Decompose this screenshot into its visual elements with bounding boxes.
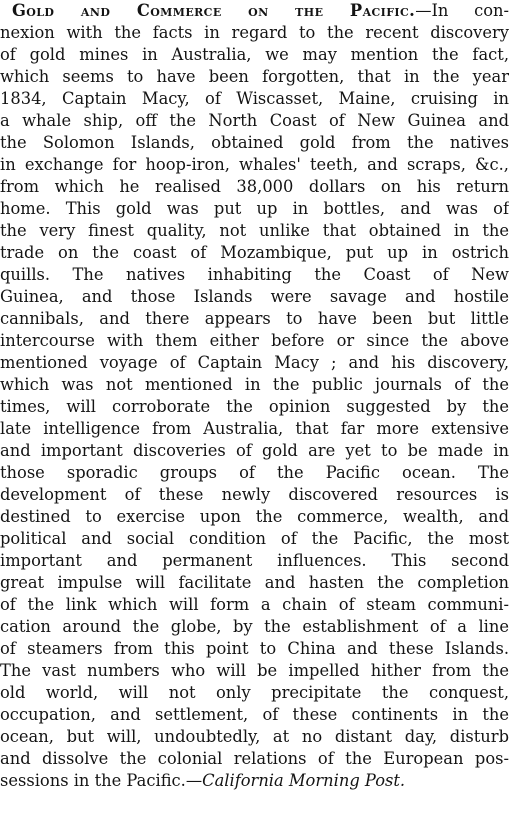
text-line: 1834, Captain Macy, of Wiscasset, Maine, cruising in bbox=[0, 89, 509, 108]
source-attribution: California Morning Post. bbox=[202, 771, 406, 790]
text-line: old world, will not only precipitate the conquest, bbox=[0, 683, 509, 702]
text-line: those sporadic groups of the Pacific ocean. The bbox=[0, 463, 509, 482]
text-line: which seems to have been forgotten, that in the year bbox=[0, 67, 509, 86]
text-line: the Solomon Islands, obtained gold from the natives bbox=[0, 133, 509, 152]
text-line: development of these newly discovered resources is bbox=[0, 485, 509, 504]
article-final-line bbox=[0, 770, 509, 792]
text-line: destined to exercise upon the commerce, wealth, and bbox=[0, 507, 509, 526]
text-line: ocean, but will, undoubtedly, at no distant day, disturb bbox=[0, 727, 509, 746]
text-line: and dissolve the colonial relations of the European pos- bbox=[0, 749, 509, 768]
final-line-text: sessions in the Pacific.— bbox=[0, 771, 203, 790]
text-line: mentioned voyage of Captain Macy ; and his discovery, bbox=[0, 353, 509, 372]
text-line: late intelligence from Australia, that far more extensive bbox=[0, 419, 509, 438]
text-line: quills. The natives inhabiting the Coast of New bbox=[0, 265, 509, 284]
article-heading: Gold and Commerce on the Pacific. bbox=[12, 1, 416, 20]
text-line: home. This gold was put up in bottles, and was of bbox=[0, 199, 509, 218]
text-line: Guinea, and those Islands were savage and hostile bbox=[0, 287, 509, 306]
text-line: which was not mentioned in the public journals of the bbox=[0, 375, 509, 394]
text-line: times, will corroborate the opinion suggested by the bbox=[0, 397, 509, 416]
text-line: cation around the globe, by the establishment of a line bbox=[0, 617, 509, 636]
text-line: political and social condition of the Pacific, the most bbox=[0, 529, 509, 548]
text-line: nexion with the facts in regard to the recent discovery bbox=[0, 23, 509, 42]
text-line: trade on the coast of Mozambique, put up in ostrich bbox=[0, 243, 509, 262]
heading-lead-in: —In con- bbox=[415, 1, 509, 20]
text-line: the very finest quality, not unlike that obtained in the bbox=[0, 221, 509, 240]
text-line: great impulse will facilitate and hasten the completion bbox=[0, 573, 509, 592]
text-line: of the link which will form a chain of steam communi- bbox=[0, 595, 509, 614]
text-line: The vast numbers who will be impelled hither from the bbox=[0, 661, 509, 680]
text-line: intercourse with them either before or since the above bbox=[0, 331, 509, 350]
text-line: cannibals, and there appears to have been but little bbox=[0, 309, 509, 328]
text-line: occupation, and settlement, of these continents in the bbox=[0, 705, 509, 724]
text-line: in exchange for hoop-iron, whales' teeth, and scraps, &c., bbox=[0, 155, 509, 174]
text-line: important and permanent influences. This second bbox=[0, 551, 509, 570]
article-first-line bbox=[0, 0, 509, 22]
text-line: of steamers from this point to China and these Islands. bbox=[0, 639, 509, 658]
text-line: from which he realised 38,000 dollars on his return bbox=[0, 177, 509, 196]
text-line: of gold mines in Australia, we may mention the fact, bbox=[0, 45, 509, 64]
text-line: a whale ship, off the North Coast of New Guinea and bbox=[0, 111, 509, 130]
text-line: and important discoveries of gold are yet to be made in bbox=[0, 441, 509, 460]
